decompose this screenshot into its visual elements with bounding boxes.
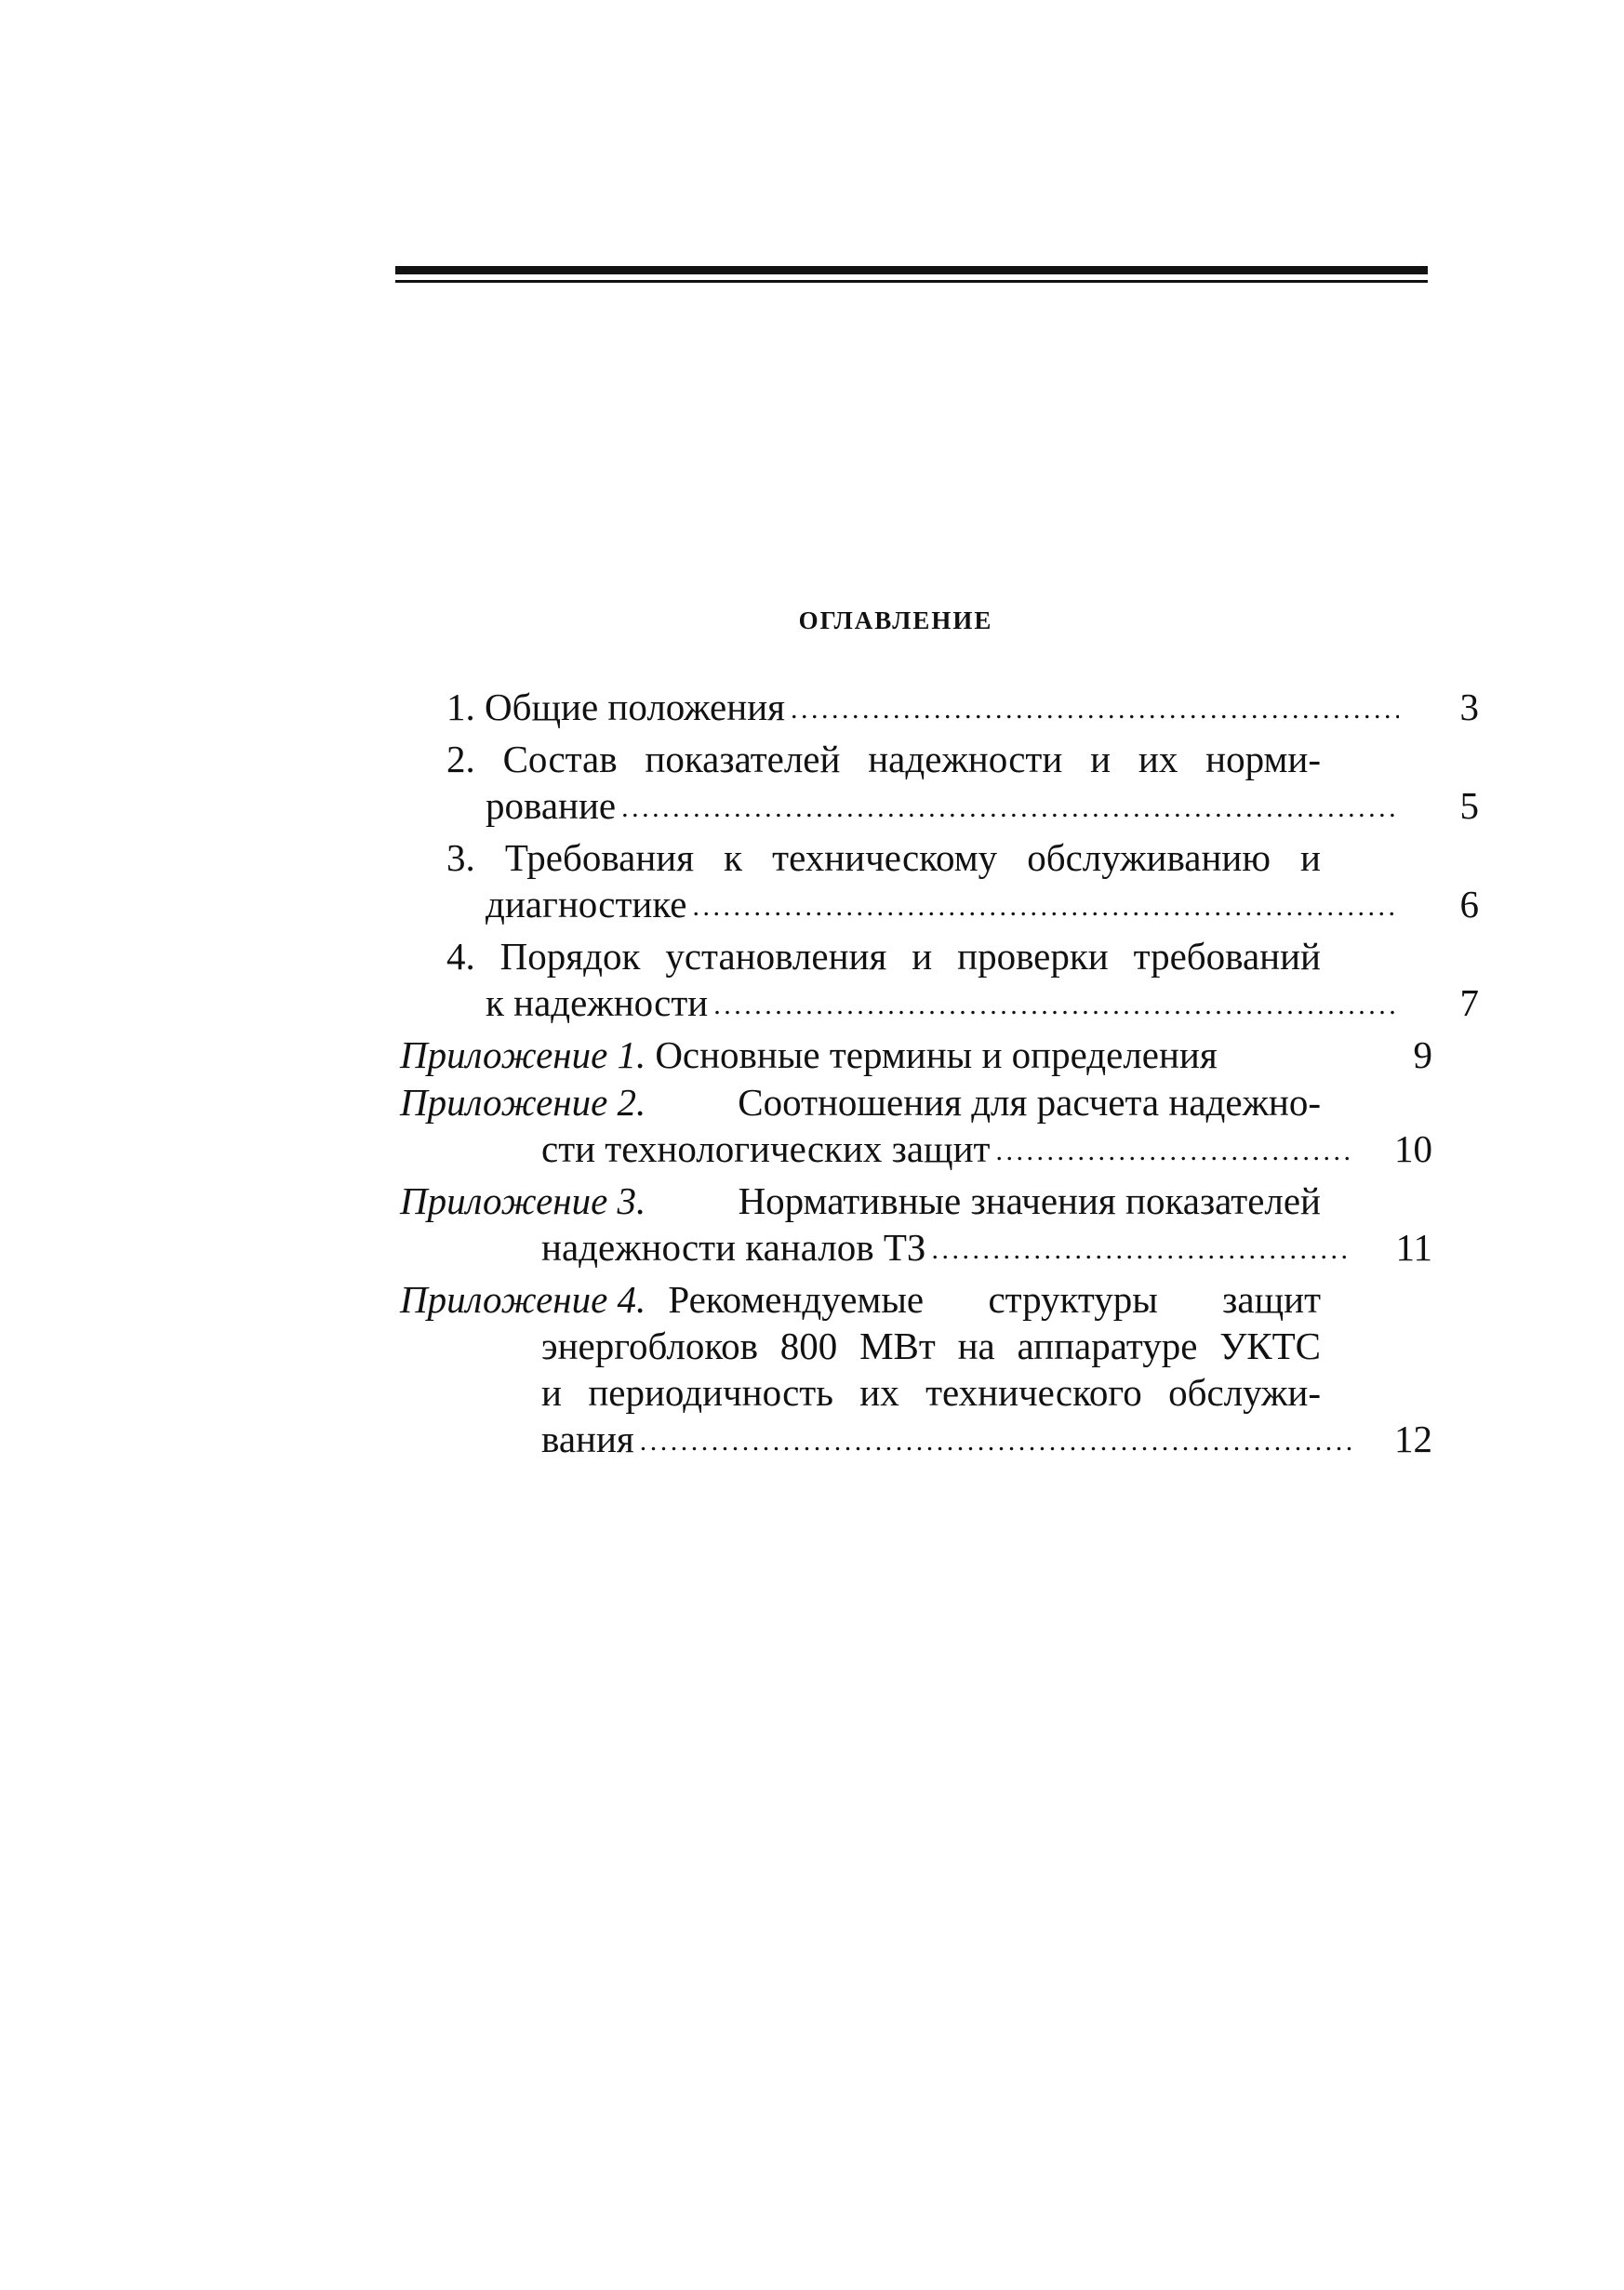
toc-entry-text: к надежности: [486, 981, 709, 1024]
toc-entry-line: [446, 979, 1479, 1031]
page-number: 9: [1413, 1033, 1432, 1076]
toc-entry-text: диагностике: [486, 883, 687, 925]
page-number: 10: [1394, 1127, 1432, 1170]
toc-entry-line: [400, 1178, 1432, 1224]
dot-leader: [692, 884, 1399, 930]
toc-entry-text: энергоблоков 800 МВт на аппаратуре УКТС: [541, 1325, 1321, 1367]
dot-leader: [791, 686, 1399, 733]
appendix-label: Приложение 2.: [400, 1081, 646, 1124]
page-number: 7: [1459, 981, 1479, 1024]
toc-entry-1: [400, 684, 1479, 735]
toc-entry-line: [400, 1323, 1432, 1369]
toc-entry-line: [400, 1416, 1432, 1467]
toc-entry-text: сти технологических защит: [541, 1127, 991, 1170]
toc-entry-line: [400, 1079, 1432, 1125]
toc-entry-line: [400, 1125, 1432, 1177]
dot-leader: [621, 785, 1399, 832]
page-number: 3: [1459, 686, 1479, 728]
toc-entry-2: [400, 736, 1479, 833]
toc-entry-line: [446, 881, 1479, 932]
toc-entry-line: [446, 736, 1479, 782]
toc-entry-3: [400, 834, 1479, 932]
page-number: 11: [1395, 1226, 1432, 1269]
appendix-label: Приложение 1.: [400, 1033, 646, 1076]
toc-entry-line: [400, 1276, 1432, 1323]
toc-entry-line: [446, 834, 1479, 881]
dot-leader: [640, 1418, 1352, 1465]
toc-appendix-3: [400, 1178, 1432, 1275]
toc-entry-text: Рекомендуемые структуры защит: [668, 1278, 1321, 1321]
toc-appendix-1: [400, 1032, 1432, 1078]
header-rule-thin: [395, 280, 1428, 283]
toc-entry-line: [446, 782, 1479, 833]
toc-entry-text: 1. Общие положения: [446, 686, 785, 728]
toc-entry-text: вания: [541, 1418, 634, 1460]
toc-entry-text: 2. Состав показателей надежности и их норми-: [446, 738, 1321, 780]
page-number: 12: [1394, 1418, 1432, 1460]
toc-entry-4: [400, 933, 1479, 1031]
header-rule-thick: [395, 266, 1428, 274]
toc-entry-text: 4. Порядок установления и проверки требований: [446, 935, 1321, 978]
toc-entry-text: и периодичность их технического обслужи-: [541, 1371, 1321, 1414]
appendix-label: Приложение 4.: [400, 1278, 646, 1321]
toc-appendix-4: [400, 1276, 1432, 1467]
toc-entry-text: Соотношения для расчета надежно-: [738, 1081, 1321, 1124]
toc-entry-text: рование: [486, 784, 617, 827]
toc-entry-text: Нормативные значения показателей: [738, 1179, 1321, 1222]
dot-leader: [713, 982, 1399, 1029]
toc-title: ОГЛАВЛЕНИЕ: [798, 606, 993, 634]
toc-entry-line: [400, 1224, 1432, 1275]
dot-leader: [931, 1227, 1352, 1273]
toc-entry-text: надежности каналов ТЗ: [541, 1226, 926, 1269]
dot-leader: [995, 1128, 1352, 1175]
toc-entry-text: 3. Требования к техническому обслуживанию и: [446, 836, 1321, 879]
toc-appendix-2: [400, 1079, 1432, 1177]
page-number: 6: [1459, 883, 1479, 925]
toc-entry-line: [446, 684, 1479, 735]
toc-entry-text: Основные термины и определения: [655, 1033, 1218, 1076]
toc-entry-line: [400, 1032, 1432, 1078]
page-number: 5: [1459, 784, 1479, 827]
toc-entry-line: [400, 1369, 1432, 1416]
table-of-contents: [400, 684, 1479, 1467]
toc-entry-line: [446, 933, 1479, 979]
appendix-label: Приложение 3.: [400, 1179, 646, 1222]
